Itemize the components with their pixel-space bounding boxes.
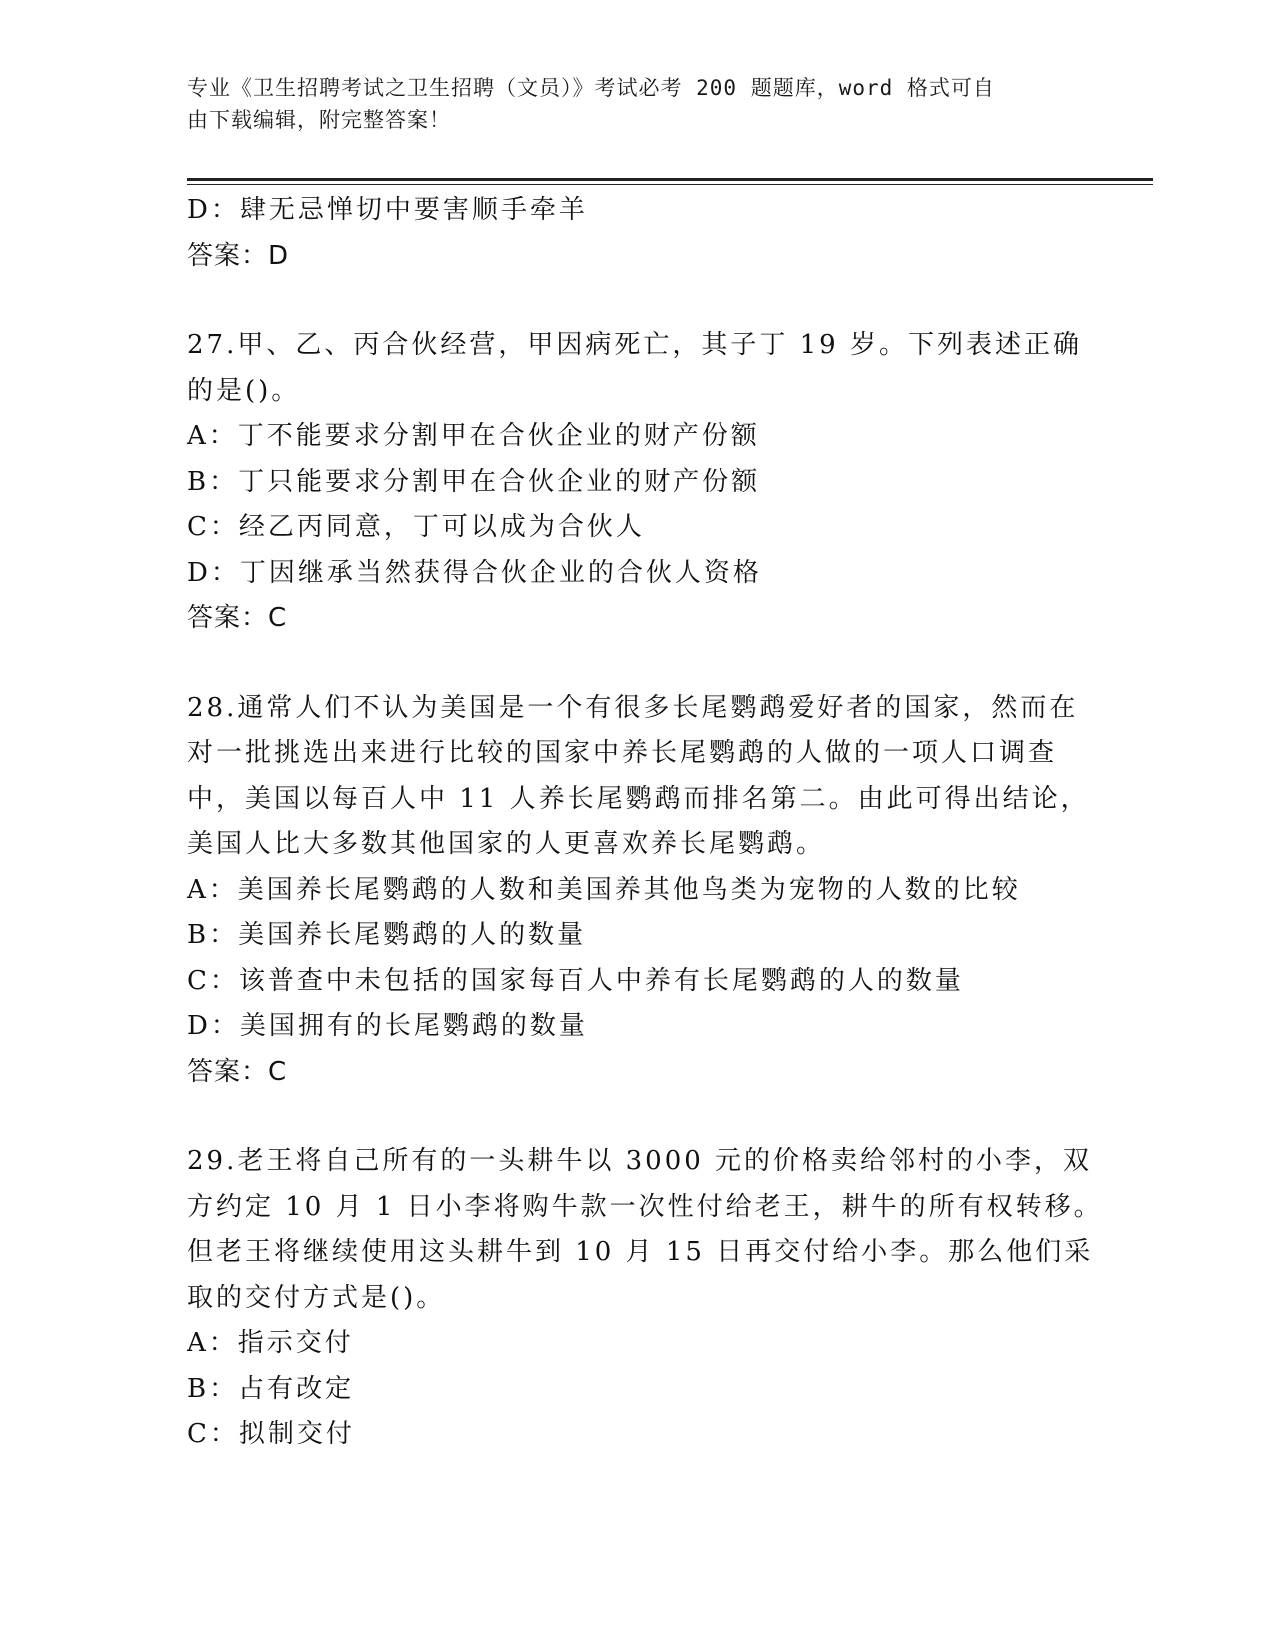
option-a: A：丁不能要求分割甲在合伙企业的财产份额: [187, 421, 760, 451]
option-c: C：经乙丙同意，丁可以成为合伙人: [187, 512, 645, 542]
question-stem: 方约定 10 月 1 日小李将购牛款一次性付给老王，耕牛的所有权转移。: [187, 1191, 1103, 1222]
answer-line: 答案：D: [187, 240, 290, 271]
option-d: D：丁因继承当然获得合伙企业的合伙人资格: [187, 557, 762, 588]
option-c: C：拟制交付: [187, 1419, 355, 1449]
option-d: D：肆无忌惮切中要害顺手牵羊: [187, 195, 588, 225]
header-divider-thick: [187, 178, 1153, 181]
spacer: [187, 1095, 1087, 1139]
question-stem: 27.甲、乙、丙合伙经营，甲因病死亡，其子丁 19 岁。下列表述正确: [187, 330, 1082, 360]
question-stem: 29.老王将自己所有的一头耕牛以 3000 元的价格卖给邻村的小李，双: [187, 1146, 1093, 1176]
question-29: [187, 1139, 1103, 1458]
question-stem: 的是()。: [187, 375, 301, 406]
option-a: A：美国养长尾鹦鹉的人数和美国养其他鸟类为宠物的人数的比较: [187, 874, 1021, 905]
question-stem: 取的交付方式是()。: [187, 1282, 446, 1313]
option-b: B：美国养长尾鹦鹉的人的数量: [187, 920, 587, 950]
answer-line: 答案：C: [187, 1056, 288, 1087]
question-28: [187, 686, 1090, 1096]
header-line-1: 专业《卫生招聘考试之卫生招聘（文员）》考试必考 200 题题库，word 格式可自: [187, 76, 995, 100]
option-b: B：丁只能要求分割甲在合伙企业的财产份额: [187, 466, 761, 497]
question-stem: 但老王将继续使用这头耕牛到 10 月 15 日再交付给小李。那么他们采: [187, 1237, 1094, 1267]
option-c: C：该普查中未包括的国家每百人中养有长尾鹦鹉的人的数量: [187, 965, 964, 996]
option-a: A：指示交付: [187, 1328, 354, 1358]
spacer: [187, 279, 1087, 323]
header-divider-thin: [187, 184, 1153, 185]
answer-line: 答案：C: [187, 603, 288, 633]
option-d: D：美国拥有的长尾鹦鹉的数量: [187, 1011, 588, 1041]
question-stem: 美国人比大多数其他国家的人更喜欢养长尾鹦鹉。: [187, 829, 826, 859]
document-body: [187, 188, 1103, 1458]
document-header: [187, 72, 1067, 136]
previous-question-tail: [187, 188, 1087, 279]
question-stem: 28.通常人们不认为美国是一个有很多长尾鹦鹉爱好者的国家，然而在: [187, 692, 1079, 723]
spacer: [187, 642, 1087, 686]
question-stem: 中，美国以每百人中 11 人养长尾鹦鹉而排名第二。由此可得出结论，: [187, 783, 1090, 814]
question-27: [187, 323, 1087, 642]
header-line-2: 由下载编辑，附完整答案！: [187, 108, 451, 132]
question-stem: 对一批挑选出来进行比较的国家中养长尾鹦鹉的人做的一项人口调查: [187, 738, 1058, 768]
option-b: B：占有改定: [187, 1373, 355, 1404]
